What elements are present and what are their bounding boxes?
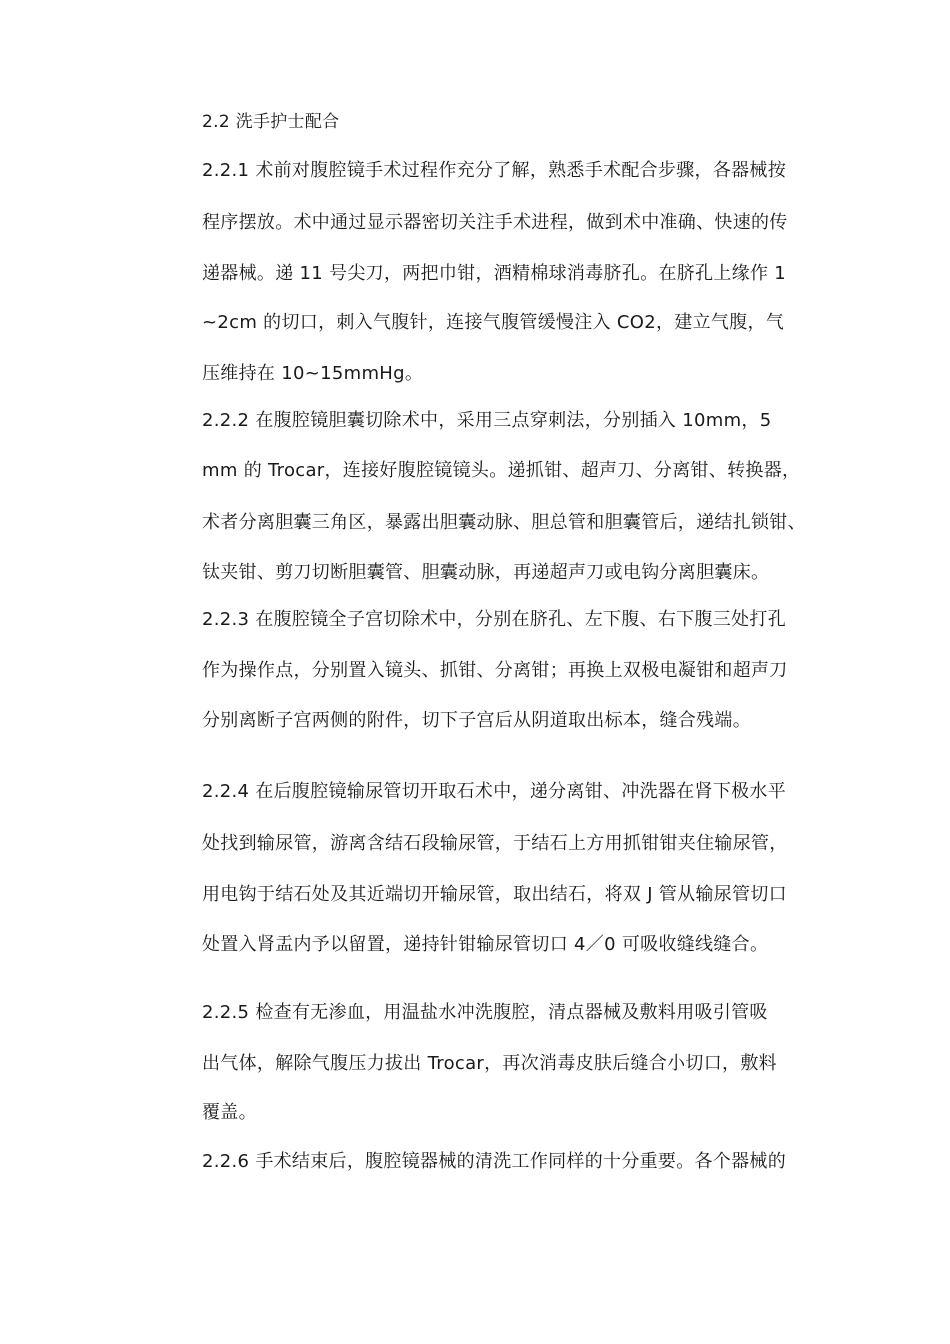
text-line: 术者分离胆囊三角区，暴露出胆囊动脉、胆总管和胆囊管后，递结扎锁钳、 [202,512,806,533]
text-line: 压维持在 10~15mmHg。 [202,363,424,384]
text-line: 出气体，解除气腹压力拔出 Trocar，再次消毒皮肤后缝合小切口，敷料 [202,1053,777,1074]
text-line: 2.2.1 术前对腹腔镜手术过程作充分了解，熟悉手术配合步骤，各器械按 [202,160,787,181]
text-line: 2.2.3 在腹腔镜全子宫切除术中，分别在脐孔、左下腹、右下腹三处打孔 [202,609,787,630]
text-line: 用电钩于结石处及其近端切开输尿管，取出结石，将双 J 管从输尿管切口 [202,884,787,905]
text-line: 分别离断子宫两侧的附件，切下子宫后从阴道取出标本，缝合残端。 [202,710,751,731]
text-line: 处找到输尿管，游离含结石段输尿管，于结石上方用抓钳钳夹住输尿管， [202,833,788,854]
text-line: 2.2.2 在腹腔镜胆囊切除术中，采用三点穿刺法，分别插入 10mm，5 [202,410,772,431]
text-line: 2.2.5 检查有无渗血，用温盐水冲洗腹腔，清点器械及敷料用吸引管吸 [202,1002,768,1023]
text-line: 处置入肾盂内予以留置，递持针钳输尿管切口 4／0 可吸收缝线缝合。 [202,934,769,955]
text-line: ~2cm 的切口，刺入气腹针，连接气腹管缓慢注入 CO2，建立气腹，气 [202,312,785,333]
text-line: 作为操作点，分别置入镜头、抓钳、分离钳；再换上双极电凝钳和超声刀 [202,660,788,681]
section-heading: 2.2 洗手护士配合 [202,112,340,132]
text-line: 2.2.6 手术结束后，腹腔镜器械的清洗工作同样的十分重要。各个器械的 [202,1151,787,1172]
text-line: 钛夹钳、剪刀切断胆囊管、胆囊动脉，再递超声刀或电钩分离胆囊床。 [202,562,770,583]
text-line: 覆盖。 [202,1102,257,1123]
text-line: mm 的 Trocar，连接好腹腔镜镜头。递抓钳、超声刀、分离钳、转换器， [202,460,801,481]
text-line: 2.2.4 在后腹腔镜输尿管切开取石术中，递分离钳、冲洗器在肾下极水平 [202,781,787,802]
text-line: 递器械。递 11 号尖刀，两把巾钳，酒精棉球消毒脐孔。在脐孔上缘作 1 [202,263,787,284]
text-line: 程序摆放。术中通过显示器密切关注手术进程，做到术中准确、快速的传 [202,212,788,233]
